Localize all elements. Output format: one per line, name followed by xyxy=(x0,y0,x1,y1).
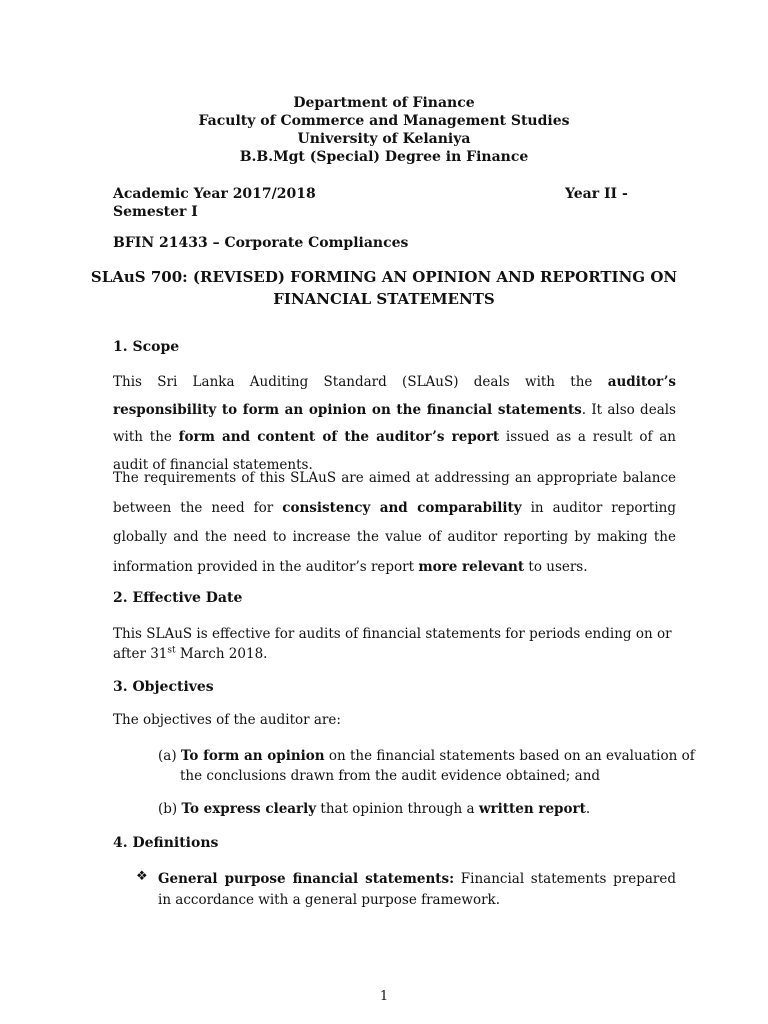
objective-a: (a) To form an opinion on the financial statements based on an evaluation of the conclusions drawn from the audit evidence obtained; and xyxy=(158,748,695,784)
title-line-1: SLAuS 700: (REVISED) FORMING AN OPINION AND REPORTING ON xyxy=(90,268,678,286)
objectives-heading: 3. Objectives xyxy=(113,679,214,695)
scope-paragraph-2: The requirements of this SLAuS are aimed at addressing an appropriate balance between the need for consistency and comparability in auditor reporting globally and the need to increase the value of auditor reporting by making the information provided in the auditor’s report more relevant to users. xyxy=(113,470,677,575)
definitions-heading: 4. Definitions xyxy=(113,835,219,851)
course-code: BFIN 21433 – Corporate Compliances xyxy=(113,235,409,251)
scope-paragraph-1: This Sri Lanka Auditing Standard (SLAuS) deals with the auditor’s responsibility to form an opinion on the financial statements. It also deals with the form and content of the auditor’s report issued as a result of an audit of financial statements. xyxy=(113,374,676,473)
semester-label: Semester I xyxy=(113,204,198,220)
page-number: 1 xyxy=(379,989,389,1004)
document-title xyxy=(0,266,768,310)
department-name: Department of Finance xyxy=(293,95,475,111)
objectives-intro: The objectives of the auditor are: xyxy=(113,712,341,728)
faculty-name: Faculty of Commerce and Management Studies xyxy=(198,113,570,129)
title-line-2: FINANCIAL STATEMENTS xyxy=(273,290,495,308)
diamond-bullet-icon: ❖ xyxy=(136,869,148,884)
academic-year: Academic Year 2017/2018 xyxy=(113,186,316,202)
degree-name: B.B.Mgt (Special) Degree in Finance xyxy=(239,149,529,165)
effective-date-heading: 2. Effective Date xyxy=(113,590,243,606)
effective-date-text: This SLAuS is effective for audits of financial statements for periods ending on or after 31st March 2018. xyxy=(113,626,672,662)
definition-item-1: General purpose financial statements: Financial statements prepared in accordance with a general purpose framework. xyxy=(158,871,676,908)
scope-heading: 1. Scope xyxy=(113,339,180,355)
objective-b: (b) To express clearly that opinion through a written report. xyxy=(158,801,591,817)
university-name: University of Kelaniya xyxy=(297,131,471,147)
year-label: Year II - xyxy=(565,186,628,202)
